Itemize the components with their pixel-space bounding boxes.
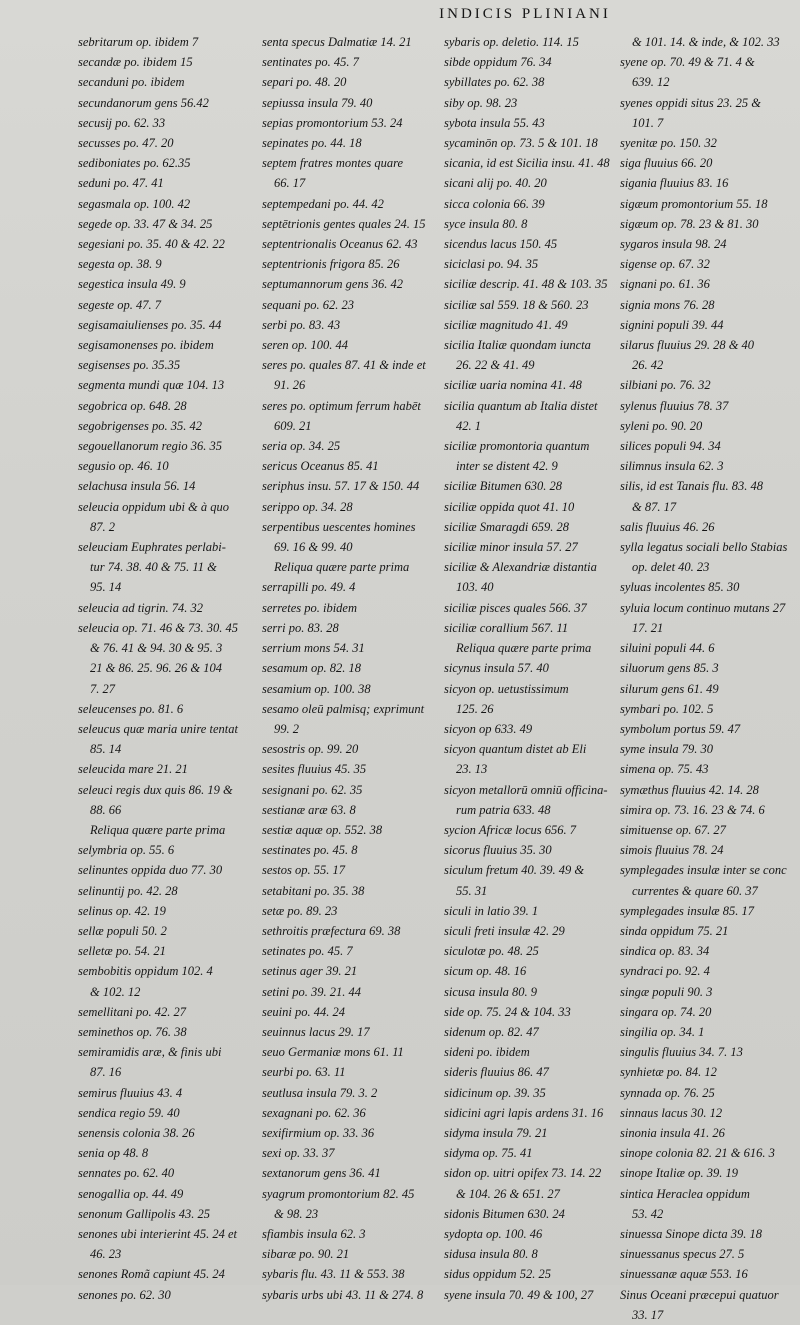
index-entry: segasmala op. 100. 42 bbox=[78, 196, 191, 211]
index-entry: segmenta mundi quæ 104. 13 bbox=[78, 378, 225, 393]
index-entry: siciliæ pisces quales 566. 37 bbox=[444, 600, 587, 615]
index-entry: silices populi 94. 34 bbox=[620, 439, 721, 454]
index-entry: 87. 2 bbox=[90, 519, 115, 534]
index-entry: signani po. 61. 36 bbox=[620, 277, 710, 292]
index-entry: sicyon op. uetustissimum bbox=[444, 681, 569, 696]
index-entry: serippo op. 34. 28 bbox=[262, 499, 353, 514]
index-entry: sendica regio 59. 40 bbox=[78, 1105, 180, 1120]
index-entry: 85. 14 bbox=[90, 742, 122, 757]
running-header bbox=[0, 6, 800, 23]
index-entry: segouellanorum regio 36. 35 bbox=[78, 439, 222, 454]
index-entry: 609. 21 bbox=[274, 418, 312, 433]
index-entry: segede op. 33. 47 & 34. 25 bbox=[78, 216, 213, 231]
index-entry: sellæ populi 50. 2 bbox=[78, 923, 167, 938]
index-entry: siciliæ descrip. 41. 48 & 103. 35 bbox=[444, 277, 608, 292]
index-entry: 91. 26 bbox=[274, 378, 306, 393]
index-entry: sydopta op. 100. 46 bbox=[444, 1226, 543, 1241]
index-entry: setinates po. 45. 7 bbox=[262, 944, 353, 959]
index-entry: 95. 14 bbox=[90, 580, 122, 595]
index-entry: 21 & 86. 25. 96. 26 & 104 bbox=[90, 661, 222, 676]
index-entry: side op. 75. 24 & 104. 33 bbox=[444, 1004, 571, 1019]
index-entry: siby op. 98. 23 bbox=[444, 95, 518, 110]
index-entry: sibde oppidum 76. 34 bbox=[444, 55, 552, 70]
index-entry: sestiæ aquæ op. 552. 38 bbox=[262, 822, 383, 837]
index-entry: siciliæ sal 559. 18 & 560. 23 bbox=[444, 297, 589, 312]
index-entry: siciliæ Smaragdi 659. 28 bbox=[444, 519, 570, 534]
index-entry: siciliæ & Alexandriæ distantia bbox=[444, 560, 597, 575]
index-entry: seleucia op. 71. 46 & 73. 30. 45 bbox=[78, 620, 239, 635]
index-entry: semirus fluuius 43. 4 bbox=[78, 1085, 183, 1100]
index-entry: sinope colonia 82. 21 & 616. 3 bbox=[620, 1146, 775, 1161]
index-entry: sigæum promontorium 55. 18 bbox=[620, 196, 768, 211]
index-entry: siciliæ promontoria quantum bbox=[444, 439, 590, 454]
index-entry: 26. 22 & 41. 49 bbox=[456, 358, 535, 373]
index-entry: sextanorum gens 36. 41 bbox=[262, 1166, 381, 1181]
index-entry: segobrigenses po. 35. 42 bbox=[78, 418, 202, 433]
index-entry: 101. 7 bbox=[632, 115, 664, 130]
index-entry: sicynus insula 57. 40 bbox=[444, 661, 549, 676]
index-entry: sinuessanæ aquæ 553. 16 bbox=[620, 1267, 748, 1282]
index-entry: simena op. 75. 43 bbox=[620, 762, 709, 777]
index-entry: setæ po. 89. 23 bbox=[262, 903, 338, 918]
index-entry: tur 74. 38. 40 & 75. 11 & bbox=[90, 560, 217, 575]
index-entry: senones ubi interierint 45. 24 et bbox=[78, 1226, 238, 1241]
index-entry: segisamonenses po. ibidem bbox=[78, 338, 214, 353]
index-entry: sestinates po. 45. 8 bbox=[262, 843, 358, 858]
index-entry: selachusa insula 56. 14 bbox=[78, 479, 196, 494]
index-entry: sequani po. 62. 23 bbox=[262, 297, 355, 312]
index-entry: singilia op. 34. 1 bbox=[620, 1024, 705, 1039]
index-entry: seuini po. 44. 24 bbox=[262, 1004, 345, 1019]
index-entry: sintica Heraclea oppidum bbox=[620, 1186, 750, 1201]
index-entry: & 76. 41 & 94. 30 & 95. 3 bbox=[90, 641, 223, 656]
index-entry: sicorus fluuius 35. 30 bbox=[444, 843, 552, 858]
index-entry: sybaris urbs ubi 43. 11 & 274. 8 bbox=[262, 1287, 424, 1302]
index-entry: senonum Gallipolis 43. 25 bbox=[78, 1206, 210, 1221]
index-entry: serbi po. 83. 43 bbox=[262, 317, 341, 332]
index-entry: sexi op. 33. 37 bbox=[262, 1146, 335, 1161]
index-entry: syme insula 79. 30 bbox=[620, 742, 714, 757]
index-entry: siciliæ corallium 567. 11 bbox=[444, 620, 569, 635]
index-entry: sicendus lacus 150. 45 bbox=[444, 237, 558, 252]
index-entry: 17. 21 bbox=[632, 620, 664, 635]
index-entry: siga fluuius 66. 20 bbox=[620, 156, 713, 171]
index-entry: silarus fluuius 29. 28 & 40 bbox=[620, 338, 755, 353]
index-entry: Reliqua quære parte prima bbox=[274, 560, 410, 575]
index-entry: septentrionalis Oceanus 62. 43 bbox=[262, 237, 418, 252]
index-entry: serrium mons 54. 31 bbox=[262, 641, 365, 656]
index-entry: sepinates po. 44. 18 bbox=[262, 136, 362, 151]
index-entry: synhietæ po. 84. 12 bbox=[620, 1065, 717, 1080]
index-entry: silurum gens 61. 49 bbox=[620, 681, 719, 696]
index-entry: siciliæ Bitumen 630. 28 bbox=[444, 479, 563, 494]
index-entry: selinuntij po. 42. 28 bbox=[78, 883, 178, 898]
index-entry: siciliæ minor insula 57. 27 bbox=[444, 540, 578, 555]
index-entry: 99. 2 bbox=[274, 721, 299, 736]
index-entry: sinuessa Sinope dicta 39. 18 bbox=[620, 1226, 763, 1241]
index-entry: sediboniates po. 62.35 bbox=[78, 156, 191, 171]
index-entry: sicyon op 633. 49 bbox=[444, 721, 533, 736]
index-entry: currentes & quare 60. 37 bbox=[632, 883, 758, 898]
index-entry: septempedani po. 44. 42 bbox=[262, 196, 384, 211]
index-entry: syce insula 80. 8 bbox=[444, 216, 528, 231]
index-entry: sycion Africæ locus 656. 7 bbox=[444, 822, 577, 837]
index-entry: sideris fluuius 86. 47 bbox=[444, 1065, 549, 1080]
index-entry: Sinus Oceani præcepui quatuor bbox=[620, 1287, 779, 1302]
index-entry: & 101. 14. & inde, & 102. 33 bbox=[632, 35, 780, 49]
index-entry: sylla legatus sociali bello Stabias bbox=[620, 540, 788, 555]
index-entry: sesites fluuius 45. 35 bbox=[262, 762, 367, 777]
index-entry: seutlusa insula 79. 3. 2 bbox=[262, 1085, 378, 1100]
index-entry: seminethos op. 76. 38 bbox=[78, 1024, 187, 1039]
index-entry: inter se distent 42. 9 bbox=[456, 459, 558, 474]
index-entry: senones Romã capiunt 45. 24 bbox=[78, 1267, 225, 1282]
index-entry: syene op. 70. 49 & 71. 4 & bbox=[620, 55, 755, 70]
index-entry: secusses po. 47. 20 bbox=[78, 136, 174, 151]
index-entry: seleucia oppidum ubi & à quo bbox=[78, 499, 230, 514]
index-entry: senia op 48. 8 bbox=[78, 1146, 149, 1161]
index-entry: siculi in latio 39. 1 bbox=[444, 903, 539, 918]
index-entry: segisamaiulienses po. 35. 44 bbox=[78, 317, 222, 332]
index-entry: 55. 31 bbox=[456, 883, 488, 898]
index-entry: sidyma op. 75. 41 bbox=[444, 1146, 533, 1161]
index-entry: seleucida mare 21. 21 bbox=[78, 762, 188, 777]
index-entry: sidenum op. 82. 47 bbox=[444, 1024, 539, 1039]
index-entry: sidonis Bitumen 630. 24 bbox=[444, 1206, 565, 1221]
index-entry: sybaris op. deletio. 114. 15 bbox=[444, 35, 579, 49]
index-entry: sethroitis præfectura 69. 38 bbox=[262, 923, 401, 938]
index-entry: sicusa insula 80. 9 bbox=[444, 984, 538, 999]
index-entry: septentrionis frigora 85. 26 bbox=[262, 257, 400, 272]
index-entry: sennates po. 62. 40 bbox=[78, 1166, 175, 1181]
index-column-4 bbox=[620, 32, 790, 1325]
index-entry: secandæ po. ibidem 15 bbox=[78, 55, 193, 70]
index-entry: sicum op. 48. 16 bbox=[444, 964, 527, 979]
index-column-3 bbox=[444, 32, 630, 1305]
index-entry: syluas incolentes 85. 30 bbox=[620, 580, 740, 595]
index-entry: sidon op. uitri opifex 73. 14. 22 bbox=[444, 1166, 602, 1181]
index-entry: symbolum portus 59. 47 bbox=[620, 721, 741, 736]
index-entry: silbiani po. 76. 32 bbox=[620, 378, 711, 393]
index-entry: sidyma insula 79. 21 bbox=[444, 1125, 548, 1140]
index-entry: sideni po. ibidem bbox=[444, 1045, 530, 1060]
index-entry: semellitani po. 42. 27 bbox=[78, 1004, 186, 1019]
index-entry: sicani alij po. 40. 20 bbox=[444, 176, 547, 191]
index-entry: septem fratres montes quare bbox=[262, 156, 404, 171]
index-entry: segesta op. 38. 9 bbox=[78, 257, 162, 272]
index-entry: sfiambis insula 62. 3 bbox=[262, 1226, 366, 1241]
index-entry: 23. 13 bbox=[456, 762, 488, 777]
index-entry: setinus ager 39. 21 bbox=[262, 964, 358, 979]
index-entry: siculum fretum 40. 39. 49 & bbox=[444, 863, 585, 878]
index-entry: simituense op. 67. 27 bbox=[620, 822, 726, 837]
index-entry: seuinnus lacus 29. 17 bbox=[262, 1024, 370, 1039]
index-entry: sinuessanus specus 27. 5 bbox=[620, 1247, 745, 1262]
index-entry: sigania fluuius 83. 16 bbox=[620, 176, 729, 191]
index-entry: siciliæ magnitudo 41. 49 bbox=[444, 317, 568, 332]
index-entry: symplegades insulæ 85. 17 bbox=[620, 903, 755, 918]
index-entry: seria op. 34. 25 bbox=[262, 439, 341, 454]
index-column-2 bbox=[262, 32, 448, 1305]
index-entry: sybaris flu. 43. 11 & 553. 38 bbox=[262, 1267, 405, 1282]
index-entry: syene insula 70. 49 & 100, 27 bbox=[444, 1287, 594, 1302]
index-entry: sicilia quantum ab Italia distet bbox=[444, 398, 598, 413]
index-entry: signia mons 76. 28 bbox=[620, 297, 715, 312]
index-entry: synnada op. 76. 25 bbox=[620, 1085, 715, 1100]
index-entry: Reliqua quære parte prima bbox=[90, 822, 226, 837]
index-entry: sesignani po. 62. 35 bbox=[262, 782, 363, 797]
index-entry: sicania, id est Sicilia insu. 41. 48 bbox=[444, 156, 610, 171]
index-entry: syenes oppidi situs 23. 25 & bbox=[620, 95, 761, 110]
index-entry: sepiussa insula 79. 40 bbox=[262, 95, 373, 110]
index-entry: symbari po. 102. 5 bbox=[620, 701, 714, 716]
index-entry: segisenses po. 35.35 bbox=[78, 358, 181, 373]
index-entry: sygaros insula 98. 24 bbox=[620, 237, 727, 252]
index-entry: singara op. 74. 20 bbox=[620, 1004, 712, 1019]
index-entry: 53. 42 bbox=[632, 1206, 664, 1221]
index-entry: sidusa insula 80. 8 bbox=[444, 1247, 538, 1262]
index-entry: op. delet 40. 23 bbox=[632, 560, 710, 575]
index-entry: segeste op. 47. 7 bbox=[78, 297, 161, 312]
index-entry: sycaminōn op. 73. 5 & 101. 18 bbox=[444, 136, 598, 151]
index-entry: semiramidis aræ, & finis ubi bbox=[78, 1045, 222, 1060]
index-entry: siciliæ oppida quot 41. 10 bbox=[444, 499, 575, 514]
index-entry: siculotæ po. 48. 25 bbox=[444, 944, 539, 959]
index-entry: secusij po. 62. 33 bbox=[78, 115, 166, 130]
index-entry: sesamum op. 82. 18 bbox=[262, 661, 361, 676]
index-entry: sicilia Italiæ quondam iuncta bbox=[444, 338, 591, 353]
index-entry: sidicini agri lapis ardens 31. 16 bbox=[444, 1105, 604, 1120]
index-entry: salis fluuius 46. 26 bbox=[620, 519, 715, 534]
index-entry: separi po. 48. 20 bbox=[262, 75, 347, 90]
index-entry: seren op. 100. 44 bbox=[262, 338, 348, 353]
index-entry: & 87. 17 bbox=[632, 499, 677, 514]
index-entry: siluini populi 44. 6 bbox=[620, 641, 715, 656]
index-entry: serpentibus uescentes homines bbox=[262, 519, 416, 534]
index-entry: setabitani po. 35. 38 bbox=[262, 883, 365, 898]
index-entry: seduni po. 47. 41 bbox=[78, 176, 164, 191]
index-entry: & 104. 26 & 651. 27 bbox=[456, 1186, 560, 1201]
index-entry: 33. 17 bbox=[632, 1307, 664, 1322]
index-entry: selymbria op. 55. 6 bbox=[78, 843, 175, 858]
index-entry: silimnus insula 62. 3 bbox=[620, 459, 724, 474]
index-entry: sesamium op. 100. 38 bbox=[262, 681, 371, 696]
index-entry: rum patria 633. 48 bbox=[456, 802, 551, 817]
index-entry: 26. 42 bbox=[632, 358, 664, 373]
index-entry: seleucus quæ maria unire tentat bbox=[78, 721, 238, 736]
index-entry: sestos op. 55. 17 bbox=[262, 863, 345, 878]
index-entry: seriphus insu. 57. 17 & 150. 44 bbox=[262, 479, 420, 494]
index-entry: sexifirmium op. 33. 36 bbox=[262, 1125, 375, 1140]
index-entry: serri po. 83. 28 bbox=[262, 620, 339, 635]
index-entry: sigæum op. 78. 23 & 81. 30 bbox=[620, 216, 759, 231]
index-entry: seleuci regis dux quis 86. 19 & bbox=[78, 782, 233, 797]
index-entry: syluia locum continuo mutans 27 bbox=[620, 600, 786, 615]
index-entry: sibaræ po. 90. 21 bbox=[262, 1247, 350, 1262]
index-entry: 87. 16 bbox=[90, 1065, 122, 1080]
index-entry: sindica op. 83. 34 bbox=[620, 944, 710, 959]
index-entry: senta specus Dalmatiæ 14. 21 bbox=[262, 35, 412, 49]
index-entry: sidicinum op. 39. 35 bbox=[444, 1085, 546, 1100]
index-entry: 7. 27 bbox=[90, 681, 115, 696]
index-entry: senensis colonia 38. 26 bbox=[78, 1125, 195, 1140]
index-entry: sembobitis oppidum 102. 4 bbox=[78, 964, 213, 979]
index-entry: sigense op. 67. 32 bbox=[620, 257, 710, 272]
index-entry: serretes po. ibidem bbox=[262, 600, 358, 615]
index-entry: sicyon metallorū omniū officina- bbox=[444, 782, 608, 797]
index-entry: sybota insula 55. 43 bbox=[444, 115, 545, 130]
index-entry: seuo Germaniæ mons 61. 11 bbox=[262, 1045, 404, 1060]
header-text: INDICIS PLINIANI bbox=[439, 6, 611, 22]
index-entry: seleuciam Euphrates perlabi- bbox=[78, 540, 226, 555]
index-entry: syndraci po. 92. 4 bbox=[620, 964, 710, 979]
index-column-1 bbox=[78, 32, 264, 1305]
index-entry: simois fluuius 78. 24 bbox=[620, 843, 724, 858]
index-entry: seurbi po. 63. 11 bbox=[262, 1065, 346, 1080]
index-entry: 125. 26 bbox=[456, 701, 494, 716]
index-entry: 66. 17 bbox=[274, 176, 306, 191]
index-entry: senogallia op. 44. 49 bbox=[78, 1186, 184, 1201]
index-entry: sesostris op. 99. 20 bbox=[262, 742, 359, 757]
index-entry: symæthus fluuius 42. 14. 28 bbox=[620, 782, 759, 797]
index-entry: singæ populi 90. 3 bbox=[620, 984, 713, 999]
index-entry: segobrica op. 648. 28 bbox=[78, 398, 187, 413]
index-entry: sentinates po. 45. 7 bbox=[262, 55, 359, 70]
index-entry: sesamo oleū palmisq; exprimunt bbox=[262, 701, 425, 716]
index-entry: sinope Italiæ op. 39. 19 bbox=[620, 1166, 739, 1181]
index-entry: sylenus fluuius 78. 37 bbox=[620, 398, 729, 413]
index-entry: siluorum gens 85. 3 bbox=[620, 661, 719, 676]
index-entry: selletæ po. 54. 21 bbox=[78, 944, 166, 959]
index-entry: silis, id est Tanais flu. 83. 48 bbox=[620, 479, 763, 494]
index-entry: sepias promontorium 53. 24 bbox=[262, 115, 403, 130]
index-entry: sinonia insula 41. 26 bbox=[620, 1125, 725, 1140]
index-entry: Reliqua quære parte prima bbox=[456, 641, 592, 656]
index-entry: 639. 12 bbox=[632, 75, 670, 90]
index-entry: simira op. 73. 16. 23 & 74. 6 bbox=[620, 802, 765, 817]
index-entry: 103. 40 bbox=[456, 580, 494, 595]
index-entry: sybillates po. 62. 38 bbox=[444, 75, 545, 90]
index-entry: siculi freti insulæ 42. 29 bbox=[444, 923, 565, 938]
index-entry: signini populi 39. 44 bbox=[620, 317, 724, 332]
index-entry: septumannorum gens 36. 42 bbox=[262, 277, 403, 292]
index-entry: secundanorum gens 56.42 bbox=[78, 95, 209, 110]
index-entry: sexagnani po. 62. 36 bbox=[262, 1105, 366, 1120]
index-entry: sinnaus lacus 30. 12 bbox=[620, 1105, 723, 1120]
index-entry: sinda oppidum 75. 21 bbox=[620, 923, 729, 938]
index-entry: segusio op. 46. 10 bbox=[78, 459, 169, 474]
index-entry: syagrum promontorium 82. 45 bbox=[262, 1186, 415, 1201]
index-entry: senones po. 62. 30 bbox=[78, 1287, 171, 1302]
index-entry: singulis fluuius 34. 7. 13 bbox=[620, 1045, 743, 1060]
index-entry: sidus oppidum 52. 25 bbox=[444, 1267, 551, 1282]
index-entry: & 98. 23 bbox=[274, 1206, 319, 1221]
index-entry: sericus Oceanus 85. 41 bbox=[262, 459, 379, 474]
index-entry: sestianæ aræ 63. 8 bbox=[262, 802, 356, 817]
index-entry: symplegades insulæ inter se conc bbox=[620, 863, 787, 878]
index-entry: 88. 66 bbox=[90, 802, 122, 817]
index-entry: siciliæ uaria nomina 41. 48 bbox=[444, 378, 582, 393]
index-entry: seres po. optimum ferrum habēt bbox=[262, 398, 421, 413]
index-entry: seleucenses po. 81. 6 bbox=[78, 701, 184, 716]
index-entry: sebritarum op. ibidem 7 bbox=[78, 35, 199, 49]
index-entry: selinus op. 42. 19 bbox=[78, 903, 166, 918]
index-entry: septētrionis gentes quales 24. 15 bbox=[262, 216, 426, 231]
index-entry: seleucia ad tigrin. 74. 32 bbox=[78, 600, 203, 615]
index-entry: serrapilli po. 49. 4 bbox=[262, 580, 356, 595]
index-entry: 46. 23 bbox=[90, 1247, 122, 1262]
index-entry: syenitæ po. 150. 32 bbox=[620, 136, 717, 151]
index-entry: selinuntes oppida duo 77. 30 bbox=[78, 863, 223, 878]
index-entry: 42. 1 bbox=[456, 418, 481, 433]
index-entry: sicyon quantum distet ab Eli bbox=[444, 742, 587, 757]
index-entry: setini po. 39. 21. 44 bbox=[262, 984, 361, 999]
index-entry: secanduni po. ibidem bbox=[78, 75, 185, 90]
index-entry: segesiani po. 35. 40 & 42. 22 bbox=[78, 237, 225, 252]
index-entry: segestica insula 49. 9 bbox=[78, 277, 186, 292]
index-entry: 69. 16 & 99. 40 bbox=[274, 540, 353, 555]
index-entry: syleni po. 90. 20 bbox=[620, 418, 703, 433]
index-entry: siciclasi po. 94. 35 bbox=[444, 257, 539, 272]
index-entry: & 102. 12 bbox=[90, 984, 141, 999]
index-entry: seres po. quales 87. 41 & inde et bbox=[262, 358, 426, 373]
index-entry: sicca colonia 66. 39 bbox=[444, 196, 545, 211]
